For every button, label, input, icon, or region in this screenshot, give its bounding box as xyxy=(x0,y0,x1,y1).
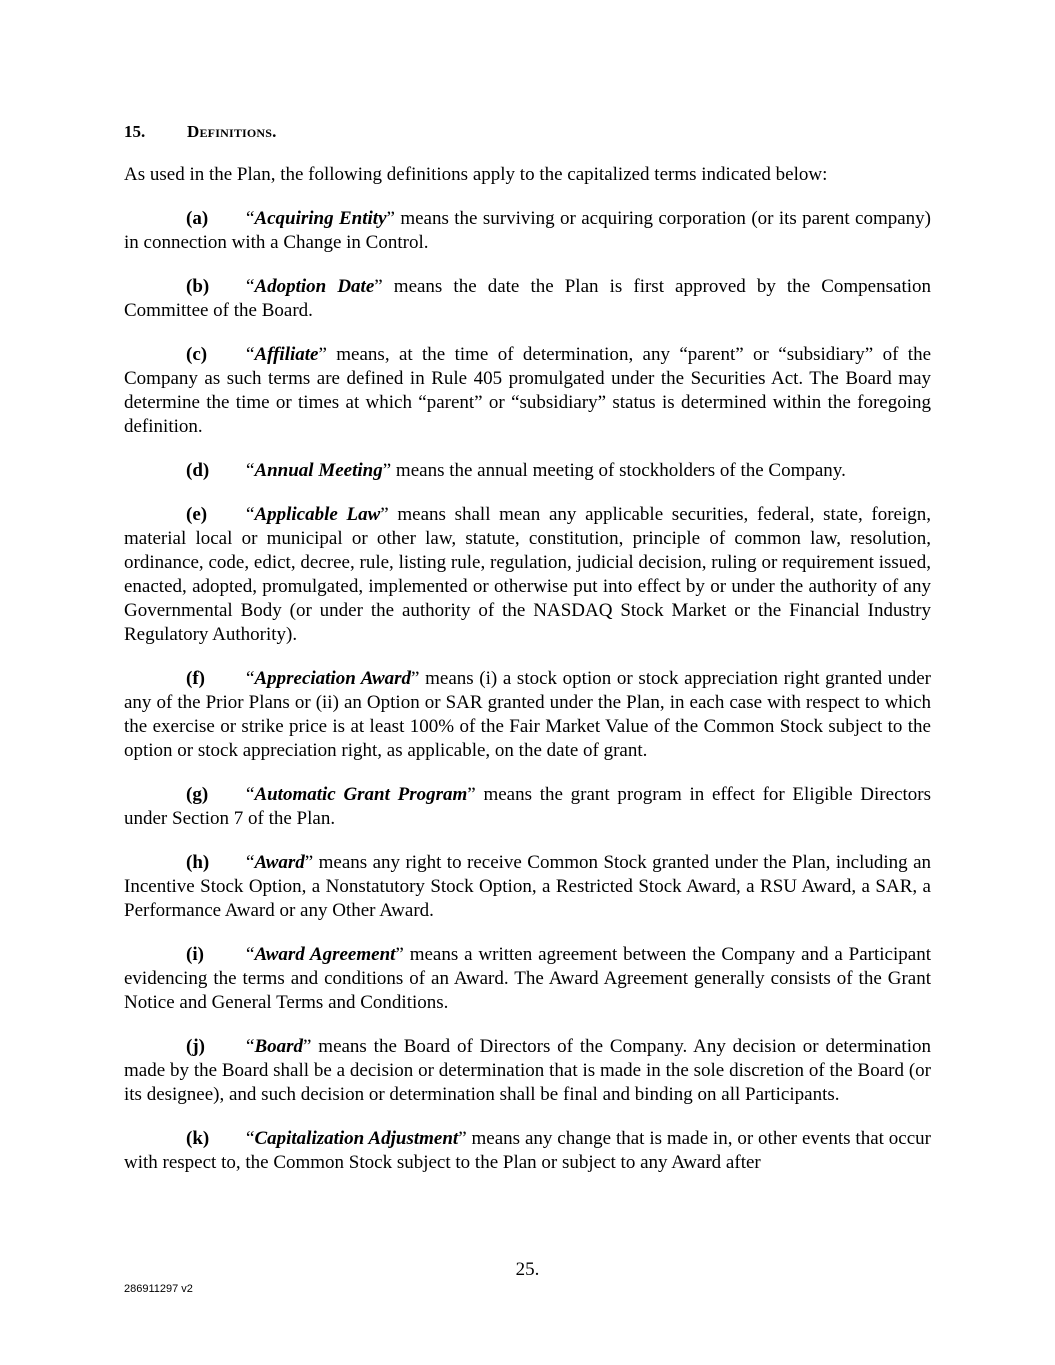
definition-paragraph: (c) “Affiliate” means, at the time of determination, any “parent” or “subsidiary” of the Company as such terms are defined in Rule 405 promulgated under the Securities Act. The Board may determine the time or times at which “parent” or “subsidiary” status is determined within the foregoing definition. xyxy=(124,344,931,437)
definition-text: ” means the grant program in effect for Eligible Directors under Section 7 of the Plan. xyxy=(124,784,931,829)
definition-term: Acquiring Entity xyxy=(254,208,387,229)
definition-paragraph: (i) “Award Agreement” means a written agreement between the Company and a Participant evidencing the terms and conditions of an Award. The Award Agreement generally consists of the Grant Notice and General Terms and Conditions. xyxy=(124,944,931,1013)
definition-label: (k) xyxy=(186,1128,210,1149)
definition-paragraph: (e) “Applicable Law” means shall mean any applicable securities, federal, state, foreign, material local or municipal or other law, statute, constitution, principle of common law, resolution, ordinance, code, edict, decree, rule, listing rule, regulation, judicial decision, ruling or requirement issued, enacted, adopted, promulgated, implemented or otherwise put into effect by or under the authority of any Governmental Body (or under the authority of the NASDAQ Stock Market or the Financial Industry Regulatory Authority). xyxy=(124,504,931,645)
definition-text: ” means shall mean any applicable securities, federal, state, foreign, material local or municipal or other law, statute, constitution, principle of common law, resolution, ordinance, code, edict, decree, rule, listing rule, regulation, judicial decision, ruling or requirement issued, enacted, adopted, promulgated, implemented or otherwise put into effect by or under the authority of any Governmental Body (or under the authority of the NASDAQ Stock Market or the Financial Industry Regulatory Authority). xyxy=(124,504,931,645)
definition-term: Award Agreement xyxy=(254,944,396,965)
section-title: Definitions. xyxy=(187,122,277,141)
definition-label: (d) xyxy=(186,460,210,481)
definition-label: (j) xyxy=(186,1036,205,1057)
document-page xyxy=(124,121,931,1195)
definition-label: (f) xyxy=(186,668,205,689)
definition-label: (b) xyxy=(186,276,210,297)
definition-text: ” means the date the Plan is first approved by the Compensation Committee of the Board. xyxy=(124,276,931,321)
definition-paragraph: (h) “Award” means any right to receive Common Stock granted under the Plan, including an Incentive Stock Option, a Nonstatutory Stock Option, a Restricted Stock Award, a RSU Award, a SAR, a Performance Award or any Other Award. xyxy=(124,852,931,921)
definition-paragraph: (k) “Capitalization Adjustment” means any change that is made in, or other events that occur with respect to, the Common Stock subject to the Plan or subject to any Award after xyxy=(124,1128,931,1173)
definition-term: Appreciation Award xyxy=(254,668,412,689)
definition-text: ” means any change that is made in, or other events that occur with respect to, the Common Stock subject to the Plan or subject to any Award after xyxy=(124,1128,931,1173)
definition-paragraph: (j) “Board” means the Board of Directors of the Company. Any decision or determination made by the Board shall be a decision or determination that is made in the sole discretion of the Board (or its designee), and such decision or determination shall be final and binding on all Participants. xyxy=(124,1036,931,1105)
definition-text: ” means the annual meeting of stockholders of the Company. xyxy=(382,460,846,481)
definition-text: ” means the surviving or acquiring corporation (or its parent company) in connection with a Change in Control. xyxy=(124,208,932,253)
definition-text: ” means any right to receive Common Stock granted under the Plan, including an Incentive Stock Option, a Nonstatutory Stock Option, a Restricted Stock Award, a RSU Award, a SAR, a Performance Award or any Other Award. xyxy=(124,852,931,921)
definition-term: Applicable Law xyxy=(254,504,381,525)
definition-paragraph: (f) “Appreciation Award” means (i) a stock option or stock appreciation right granted under any of the Prior Plans or (ii) an Option or SAR granted under the Plan, in each case with respect to which the exercise or strike price is at least 100% of the Fair Market Value of the Common Stock subject to the option or stock appreciation right, as applicable, on the date of grant. xyxy=(124,668,931,761)
intro-paragraph: As used in the Plan, the following definitions apply to the capitalized terms indicated below: xyxy=(124,164,828,185)
definition-text: ” means a written agreement between the Company and a Participant evidencing the terms and conditions of an Award. The Award Agreement generally consists of the Grant Notice and General Terms and Conditions. xyxy=(124,944,931,1013)
definition-term: Board xyxy=(254,1036,304,1057)
definition-paragraph: (g) “Automatic Grant Program” means the grant program in effect for Eligible Directors under Section 7 of the Plan. xyxy=(124,784,931,829)
definition-label: (h) xyxy=(186,852,210,873)
section-number: 15. xyxy=(124,122,146,141)
definition-term: Annual Meeting xyxy=(254,460,383,481)
definition-label: (g) xyxy=(186,784,209,805)
document-id: 286911297 v2 xyxy=(124,1283,193,1295)
definition-label: (c) xyxy=(186,344,208,365)
page-number: 25. xyxy=(515,1259,540,1280)
definition-paragraph: (d) “Annual Meeting” means the annual meeting of stockholders of the Company. xyxy=(186,460,846,481)
definition-label: (e) xyxy=(186,504,208,525)
definition-term: Award xyxy=(254,852,305,873)
definition-term: Automatic Grant Program xyxy=(254,784,468,805)
definition-text: ” means the Board of Directors of the Company. Any decision or determination made by the Board shall be a decision or determination that is made in the sole discretion of the Board (or its designee), and such decision or determination shall be final and binding on all Participants. xyxy=(124,1036,931,1105)
definition-term: Capitalization Adjustment xyxy=(254,1128,459,1149)
definition-text: ” means (i) a stock option or stock appreciation right granted under any of the Prior Plans or (ii) an Option or SAR granted under the Plan, in each case with respect to which the exercise or strike price is at least 100% of the Fair Market Value of the Common Stock subject to the option or stock appreciation right, as applicable, on the date of grant. xyxy=(124,668,931,761)
definition-paragraph: (b) “Adoption Date” means the date the Plan is first approved by the Compensation Committee of the Board. xyxy=(124,276,931,321)
definition-paragraph: (a) “Acquiring Entity” means the surviving or acquiring corporation (or its parent company) in connection with a Change in Control. xyxy=(124,208,932,253)
definition-label: (i) xyxy=(186,944,204,965)
section-heading xyxy=(124,121,931,143)
definition-term: Adoption Date xyxy=(254,276,375,297)
definition-label: (a) xyxy=(186,208,209,229)
definition-text: ” means, at the time of determination, any “parent” or “subsidiary” of the Company as such terms are defined in Rule 405 promulgated under the Securities Act. The Board may determine the time or times at which “parent” or “subsidiary” status is determined within the foregoing definition. xyxy=(124,344,931,437)
definition-term: Affiliate xyxy=(254,344,319,365)
